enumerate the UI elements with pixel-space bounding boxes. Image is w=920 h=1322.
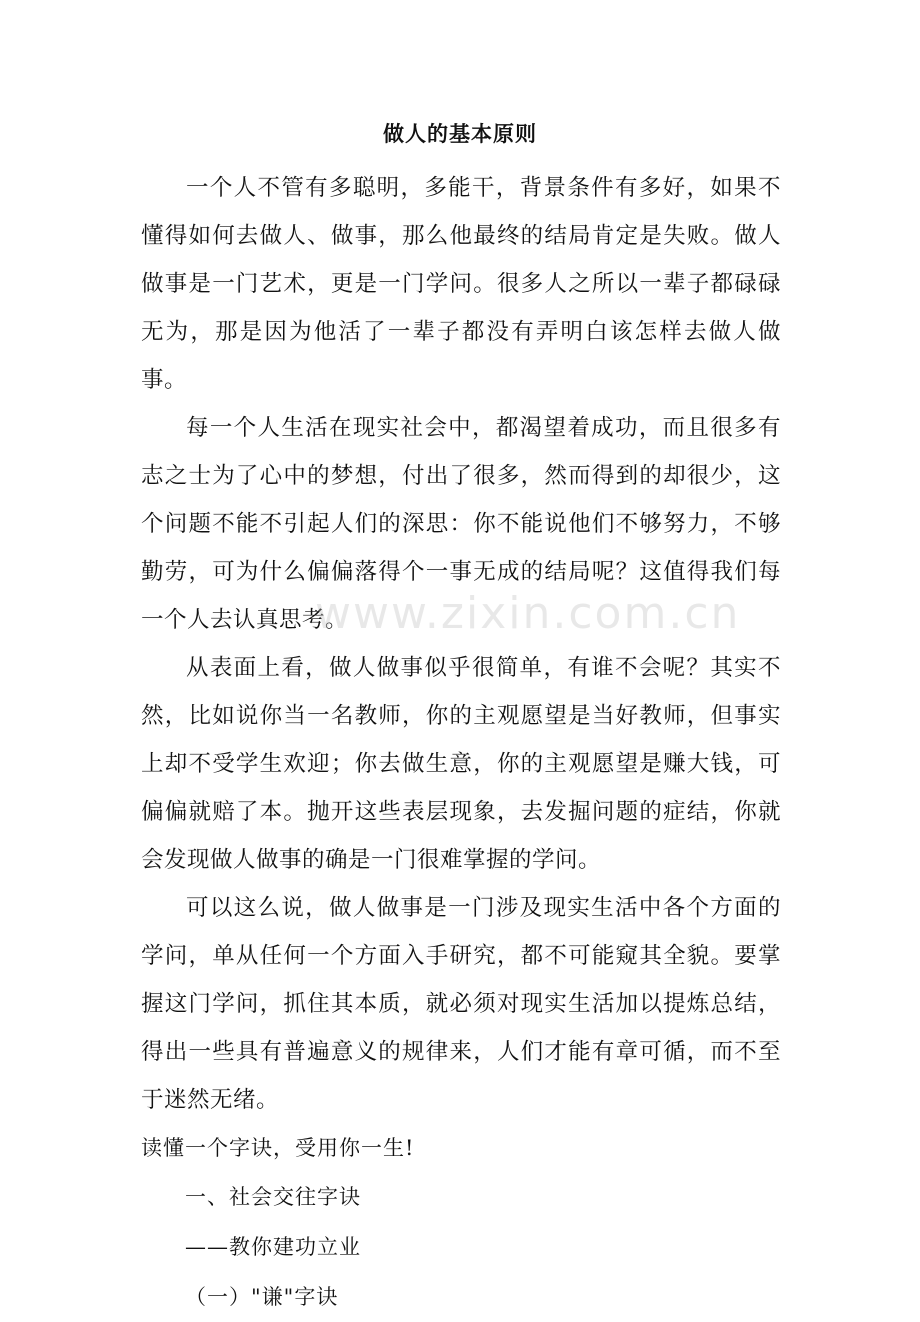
document-title: 做人的基本原则 — [383, 121, 537, 146]
watermark: www.zixin.com.cn — [315, 588, 741, 639]
paragraph-4: 可以这么说，做人做事是一门涉及现实生活中各个方面的学问，单从任何一个方面入手研究，都不可能窥其全貌。要掌握这门学问，抓住其本质，就必须对现实生活加以提炼总结，得出一些具有普遍意义的规律来，人们才能有章可循，而不至于迷然无绪。 — [141, 895, 781, 1113]
paragraph-2: 每一个人生活在现实社会中，都渴望着成功，而且很多有志之士为了心中的梦想，付出了很多，然而得到的却很少，这个问题不能不引起人们的深思：你不能说他们不够努力，不够勤劳，可为什么偏偏落得个一事无成的结局呢？这值得我们每一个人去认真思考。 — [141, 415, 781, 633]
subsection-heading: （一）"谦"字诀 — [185, 1285, 339, 1309]
paragraph-1: 一个人不管有多聪明，多能干，背景条件有多好，如果不懂得如何去做人、做事，那么他最终的结局肯定是失败。做人做事是一门艺术，更是一门学问。很多人之所以一辈子都碌碌无为，那是因为他活了一辈子都没有弄明白该怎样去做人做事。 — [141, 175, 781, 393]
section-heading: 一、社会交往字诀 — [185, 1185, 361, 1209]
paragraph-3: 从表面上看，做人做事似乎很简单，有谁不会呢？其实不然，比如说你当一名教师，你的主观愿望是当好教师，但事实上却不受学生欢迎；你去做生意，你的主观愿望是赚大钱，可偏偏就赔了本。抛开这些表层现象，去发掘问题的症结，你就会发现做人做事的确是一门很难掌握的学问。 — [141, 655, 781, 873]
section-subtitle: ——教你建功立业 — [185, 1235, 361, 1259]
tagline: 读懂一个字诀，受用你一生! — [141, 1136, 415, 1160]
document-body — [141, 164, 781, 1322]
